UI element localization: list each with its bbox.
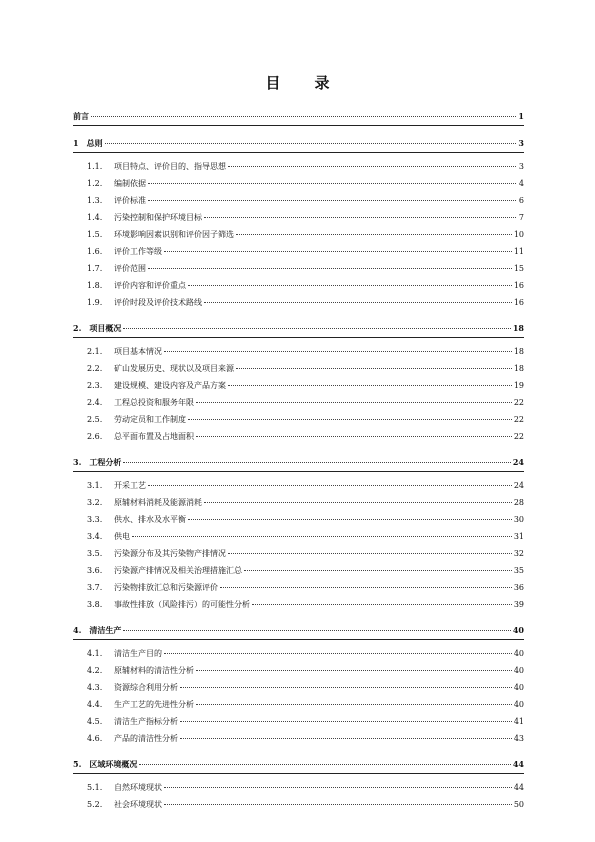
toc-page-number: 44 [512, 759, 524, 769]
toc-entry-number: 4.2. [87, 666, 103, 675]
dot-leader [204, 217, 516, 218]
toc-section-entry[interactable] [73, 713, 524, 730]
toc-entry-title: 清洁生产指标分析 [114, 717, 178, 726]
toc-entry-title: 工程分析 [89, 457, 122, 467]
toc-section-entry[interactable] [73, 260, 524, 277]
toc-entry-title: 评价范围 [114, 264, 146, 273]
toc-entry-number: 3.2. [87, 498, 103, 507]
toc-entry-title: 供电 [114, 532, 130, 541]
toc-section-entry[interactable] [73, 428, 524, 445]
toc-entry-title: 污染源分布及其污染物产排情况 [114, 549, 226, 558]
toc-entry-title: 评价标准 [114, 196, 146, 205]
toc-section-entry[interactable] [73, 645, 524, 662]
toc-entry-number: 3. [73, 457, 82, 467]
dot-leader [196, 436, 512, 437]
toc-entry-title: 生产工艺的先进性分析 [114, 700, 194, 709]
toc-entry-number: 4. [73, 625, 82, 635]
toc-entry-title: 前言 [73, 111, 89, 121]
toc-page-number: 19 [513, 381, 524, 390]
toc-entry-number: 2.4. [87, 398, 103, 407]
dot-leader [123, 630, 511, 631]
toc-section-entry[interactable] [73, 226, 524, 243]
dot-leader [148, 485, 512, 486]
toc-entry-title: 工程总投资和服务年限 [114, 398, 194, 407]
toc-entry-number: 1.3. [87, 196, 103, 205]
dot-leader [244, 570, 512, 571]
toc-section-entry[interactable] [73, 494, 524, 511]
toc-entry-number: 3.6. [87, 566, 103, 575]
dot-leader [123, 328, 511, 329]
toc-entry-number: 2.6. [87, 432, 103, 441]
toc-page-number: 43 [513, 734, 524, 743]
toc-page-number: 31 [513, 532, 524, 541]
toc-page-number: 18 [513, 347, 524, 356]
dot-leader [148, 268, 512, 269]
toc-section-entry[interactable] [73, 545, 524, 562]
toc-page-number: 40 [513, 683, 524, 692]
toc-entry-title: 劳动定员和工作制度 [114, 415, 186, 424]
toc-page-number: 18 [512, 323, 524, 333]
toc-section-entry[interactable] [73, 394, 524, 411]
toc-entry-number: 2.3. [87, 381, 103, 390]
toc-entry-title: 项目基本情况 [114, 347, 162, 356]
dot-leader [148, 183, 516, 184]
toc-entry-title: 项目特点、评价目的、指导思想 [114, 162, 226, 171]
dot-leader [139, 764, 511, 765]
toc-section-entry[interactable] [73, 277, 524, 294]
toc-entry-title: 总平面布置及占地面积 [114, 432, 194, 441]
toc-page-number: 28 [513, 498, 524, 507]
toc-entry-title: 原辅材料消耗及能源消耗 [114, 498, 202, 507]
toc-page-number: 15 [513, 264, 524, 273]
toc-page-number: 11 [513, 247, 524, 256]
toc-page-number: 32 [513, 549, 524, 558]
toc-page-number: 22 [513, 415, 524, 424]
toc-entry-title: 矿山发展历史、现状以及项目来源 [114, 364, 234, 373]
dot-leader [123, 462, 511, 463]
toc-entry-title: 产品的清洁性分析 [114, 734, 178, 743]
toc-entry-number: 1.5. [87, 230, 103, 239]
dot-leader [180, 738, 512, 739]
toc-section-entry[interactable] [73, 294, 524, 311]
dot-leader [188, 285, 512, 286]
dot-leader [228, 553, 512, 554]
dot-leader [188, 519, 512, 520]
toc-chapter-entry[interactable] [73, 756, 524, 774]
toc-page-number: 3 [518, 138, 524, 148]
toc-entry-title: 开采工艺 [114, 481, 146, 490]
toc-entry-title: 环境影响因素识别和评价因子筛选 [114, 230, 234, 239]
toc-section-entry[interactable] [73, 562, 524, 579]
toc-entry-number: 4.1. [87, 649, 103, 658]
toc-page-number: 41 [513, 717, 524, 726]
dot-leader [180, 721, 512, 722]
dot-leader [236, 234, 512, 235]
toc-section-entry[interactable] [73, 579, 524, 596]
toc-page-number: 7 [518, 213, 524, 222]
dot-leader [204, 302, 512, 303]
toc-entry-number: 3.3. [87, 515, 103, 524]
toc-entry-number: 1.4. [87, 213, 103, 222]
dot-leader [204, 502, 512, 503]
dot-leader [228, 385, 512, 386]
toc-entry-title: 供水、排水及水平衡 [114, 515, 186, 524]
toc-section-entry[interactable] [73, 209, 524, 226]
toc-chapter-entry[interactable] [73, 320, 524, 338]
dot-leader [188, 419, 512, 420]
dot-leader [164, 653, 512, 654]
toc-entry-number: 3.8. [87, 600, 103, 609]
toc-entry-number: 2. [73, 323, 82, 333]
toc-entry-title: 资源综合利用分析 [114, 683, 178, 692]
toc-entry-title: 建设规模、建设内容及产品方案 [114, 381, 226, 390]
toc-entry-title: 污染控制和保护环境目标 [114, 213, 202, 222]
toc-section-entry[interactable] [73, 343, 524, 360]
toc-page-number: 6 [518, 196, 524, 205]
toc-page-number: 40 [513, 700, 524, 709]
toc-entry-number: 3.7. [87, 583, 103, 592]
toc-entry-number: 1.1. [87, 162, 103, 171]
toc-section-entry[interactable] [73, 158, 524, 175]
dot-leader [220, 587, 512, 588]
toc-entry-title: 总则 [86, 138, 103, 148]
dot-leader [236, 368, 512, 369]
title-char-2: 录 [314, 74, 330, 92]
toc-entry-number: 1.9. [87, 298, 103, 307]
toc-page-number: 50 [513, 800, 524, 809]
toc-page-number: 16 [513, 298, 524, 307]
dot-leader [164, 351, 512, 352]
toc-entry-title: 清洁生产目的 [114, 649, 162, 658]
dot-leader [252, 604, 512, 605]
toc-entry-title: 自然环境现状 [114, 783, 162, 792]
toc-entry-title: 编制依据 [114, 179, 146, 188]
toc-page-number: 22 [513, 432, 524, 441]
toc-entry-number: 2.2. [87, 364, 103, 373]
toc-entry-title: 污染物排放汇总和污染源评价 [114, 583, 218, 592]
toc-entry-number: 2.5. [87, 415, 103, 424]
toc-entry-number: 2.1. [87, 347, 103, 356]
toc-chapter-entry[interactable] [73, 622, 524, 640]
dot-leader [105, 143, 516, 144]
toc-entry-title: 区域环境概况 [89, 759, 138, 769]
toc-entry-title: 原辅材料的清洁性分析 [114, 666, 194, 675]
dot-leader [196, 402, 512, 403]
toc-section-entry[interactable] [73, 596, 524, 613]
toc-section-entry[interactable] [73, 796, 524, 813]
toc-entry-title: 评价工作等级 [114, 247, 162, 256]
dot-leader [91, 116, 516, 117]
toc-page-number: 24 [512, 457, 524, 467]
toc-section-entry[interactable] [73, 377, 524, 394]
toc-entry-number: 4.5. [87, 717, 103, 726]
toc-entry-number: 1 [73, 138, 79, 148]
dot-leader [164, 787, 512, 788]
dot-leader [164, 804, 512, 805]
toc-section-entry[interactable] [73, 679, 524, 696]
toc-section-entry[interactable] [73, 662, 524, 679]
toc-page-number: 35 [513, 566, 524, 575]
toc-section-entry[interactable] [73, 243, 524, 260]
toc-section-entry[interactable] [73, 511, 524, 528]
dot-leader [132, 536, 512, 537]
toc-entry-title: 社会环境现状 [114, 800, 162, 809]
toc-section-entry[interactable] [73, 779, 524, 796]
toc-page-number: 10 [513, 230, 524, 239]
toc-section-entry[interactable] [73, 477, 524, 494]
dot-leader [180, 687, 512, 688]
toc-entry-number: 3.1. [87, 481, 103, 490]
toc-entry-number: 5. [73, 759, 82, 769]
toc-page-number: 16 [513, 281, 524, 290]
toc-section-entry[interactable] [73, 730, 524, 747]
toc-page-number: 40 [513, 666, 524, 675]
dot-leader [228, 166, 516, 167]
toc-entry-title: 评价时段及评价技术路线 [114, 298, 202, 307]
table-of-contents [73, 108, 524, 813]
toc-chapter-entry[interactable] [73, 108, 524, 126]
toc-entry-number: 5.1. [87, 783, 103, 792]
dot-leader [148, 200, 516, 201]
toc-section-entry[interactable] [73, 360, 524, 377]
toc-chapter-entry[interactable] [73, 135, 524, 153]
toc-page-number: 30 [513, 515, 524, 524]
toc-section-entry[interactable] [73, 528, 524, 545]
toc-page-number: 39 [513, 600, 524, 609]
toc-page-number: 1 [518, 111, 524, 121]
toc-section-entry[interactable] [73, 411, 524, 428]
toc-section-entry[interactable] [73, 175, 524, 192]
toc-entry-number: 5.2. [87, 800, 103, 809]
dot-leader [196, 670, 512, 671]
title-char-1: 目 [265, 74, 281, 92]
toc-section-entry[interactable] [73, 696, 524, 713]
toc-page-number: 24 [513, 481, 524, 490]
toc-entry-number: 1.6. [87, 247, 103, 256]
dot-leader [164, 251, 512, 252]
toc-page-number: 44 [513, 783, 524, 792]
toc-chapter-entry[interactable] [73, 454, 524, 472]
toc-entry-title: 评价内容和评价重点 [114, 281, 186, 290]
page-title [0, 72, 595, 93]
toc-entry-number: 4.4. [87, 700, 103, 709]
toc-entry-number: 1.7. [87, 264, 103, 273]
toc-page-number: 40 [512, 625, 524, 635]
toc-entry-number: 1.8. [87, 281, 103, 290]
toc-entry-title: 污染源产排情况及相关治理措施汇总 [114, 566, 242, 575]
toc-entry-number: 1.2. [87, 179, 103, 188]
toc-entry-title: 清洁生产 [89, 625, 122, 635]
toc-entry-number: 3.4. [87, 532, 103, 541]
toc-page-number: 3 [518, 162, 524, 171]
toc-entry-title: 事故性排放（风险排污）的可能性分析 [114, 600, 250, 609]
toc-entry-title: 项目概况 [89, 323, 122, 333]
dot-leader [196, 704, 512, 705]
toc-entry-number: 4.6. [87, 734, 103, 743]
toc-page-number: 22 [513, 398, 524, 407]
toc-page-number: 36 [513, 583, 524, 592]
toc-entry-number: 3.5. [87, 549, 103, 558]
toc-page-number: 18 [513, 364, 524, 373]
toc-page-number: 40 [513, 649, 524, 658]
toc-page-number: 4 [518, 179, 524, 188]
toc-section-entry[interactable] [73, 192, 524, 209]
toc-entry-number: 4.3. [87, 683, 103, 692]
